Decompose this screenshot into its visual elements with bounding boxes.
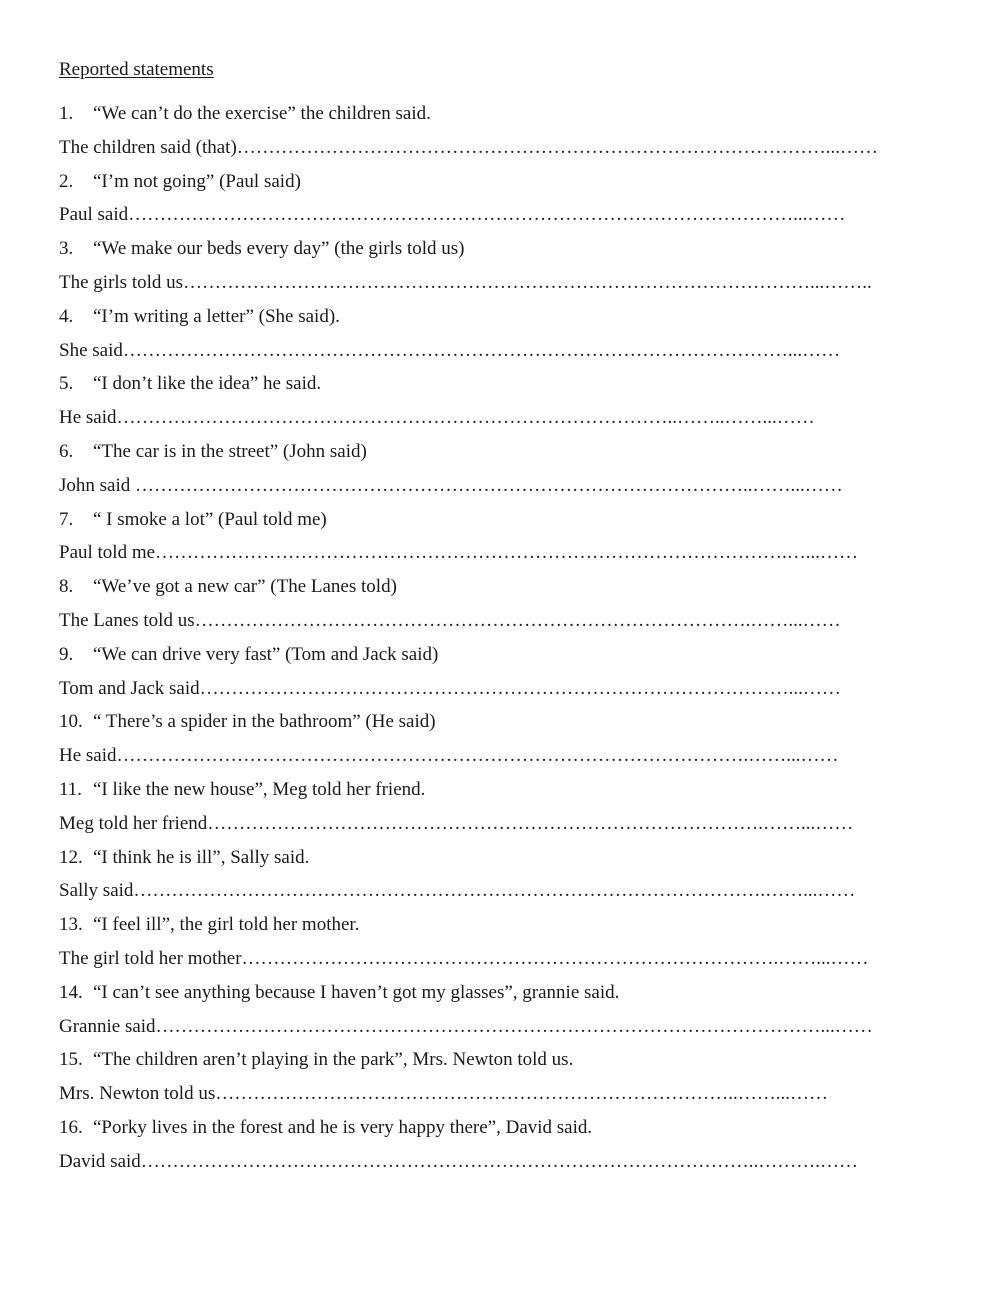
question-item bbox=[59, 372, 939, 440]
question-list bbox=[59, 102, 939, 1184]
question-line bbox=[59, 981, 939, 1015]
question-quote: “I don’t like the idea” he said. bbox=[93, 373, 322, 395]
question-item bbox=[59, 237, 939, 305]
question-line bbox=[59, 913, 939, 947]
question-item bbox=[59, 440, 939, 508]
answer-line[interactable]: The children said (that)…………………………………………………………………………………...…… bbox=[59, 136, 879, 158]
question-line bbox=[59, 440, 939, 474]
question-quote: “The children aren’t playing in the park”, Mrs. Newton told us. bbox=[93, 1049, 574, 1071]
question-number: 4. bbox=[59, 305, 74, 327]
answer-line[interactable]: The girls told us………………………………………………………………………………………...…….. bbox=[59, 271, 872, 293]
question-item bbox=[59, 102, 939, 170]
answer-line[interactable]: He said……………………………………………………………………………………….……...…… bbox=[59, 745, 839, 767]
answer-line[interactable]: The girl told her mother………………………………………………………………………….……...…… bbox=[59, 947, 869, 969]
question-item bbox=[59, 508, 939, 576]
question-item bbox=[59, 913, 939, 981]
question-number: 12. bbox=[59, 846, 83, 868]
question-line bbox=[59, 1116, 939, 1150]
question-item bbox=[59, 170, 939, 238]
question-line bbox=[59, 710, 939, 744]
question-number: 15. bbox=[59, 1049, 83, 1071]
question-number: 13. bbox=[59, 914, 83, 936]
question-number: 5. bbox=[59, 373, 74, 395]
worksheet-title: Reported statements bbox=[59, 59, 214, 80]
question-number: 10. bbox=[59, 711, 83, 733]
answer-line[interactable]: Mrs. Newton told us………………………………………………………………………..……...…… bbox=[59, 1083, 828, 1105]
question-line bbox=[59, 237, 939, 271]
answer-line[interactable]: Sally said……………………………………………………………………………………….……...…… bbox=[59, 880, 856, 902]
question-number: 9. bbox=[59, 643, 74, 665]
question-item bbox=[59, 778, 939, 846]
question-number: 2. bbox=[59, 170, 74, 192]
question-quote: “We can drive very fast” (Tom and Jack said) bbox=[93, 643, 439, 665]
question-item bbox=[59, 846, 939, 914]
question-quote: “The car is in the street” (John said) bbox=[93, 440, 367, 462]
question-item bbox=[59, 1048, 939, 1116]
question-quote: “I’m writing a letter” (She said). bbox=[93, 305, 340, 327]
question-quote: “ I smoke a lot” (Paul told me) bbox=[93, 508, 327, 530]
question-line bbox=[59, 508, 939, 542]
question-item bbox=[59, 305, 939, 373]
question-line bbox=[59, 102, 939, 136]
question-line bbox=[59, 170, 939, 204]
question-item bbox=[59, 710, 939, 778]
question-quote: “We’ve got a new car” (The Lanes told) bbox=[93, 576, 397, 598]
question-number: 11. bbox=[59, 778, 83, 800]
question-line bbox=[59, 575, 939, 609]
question-line bbox=[59, 305, 939, 339]
question-number: 14. bbox=[59, 981, 83, 1003]
question-quote: “I like the new house”, Meg told her friend. bbox=[93, 778, 426, 800]
question-number: 3. bbox=[59, 238, 74, 260]
answer-line[interactable]: The Lanes told us…………………………………………………………………………….……...…… bbox=[59, 609, 841, 631]
question-quote: “ There’s a spider in the bathroom” (He said) bbox=[93, 711, 436, 733]
question-quote: “I’m not going” (Paul said) bbox=[93, 170, 301, 192]
answer-line[interactable]: David said……………………………………………………………………………………..……….…… bbox=[59, 1150, 859, 1172]
question-line bbox=[59, 372, 939, 406]
question-line bbox=[59, 643, 939, 677]
question-item bbox=[59, 981, 939, 1049]
answer-line[interactable]: Paul said……………………………………………………………………………………………...…… bbox=[59, 204, 846, 226]
question-number: 16. bbox=[59, 1116, 83, 1138]
question-line bbox=[59, 846, 939, 880]
question-number: 8. bbox=[59, 576, 74, 598]
question-item bbox=[59, 1116, 939, 1184]
question-number: 1. bbox=[59, 103, 74, 124]
question-quote: “I can’t see anything because I haven’t got my glasses”, grannie said. bbox=[93, 981, 620, 1003]
answer-line[interactable]: Tom and Jack said…………………………………………………………………………………...…… bbox=[59, 677, 841, 699]
question-line bbox=[59, 1048, 939, 1082]
question-quote: “We can’t do the exercise” the children said. bbox=[93, 103, 431, 124]
question-item bbox=[59, 575, 939, 643]
answer-line[interactable]: John said ……………………………………………………………………………………..……...…… bbox=[59, 474, 843, 496]
question-line bbox=[59, 778, 939, 812]
answer-line[interactable]: She said……………………………………………………………………………………………...…… bbox=[59, 339, 841, 361]
question-number: 7. bbox=[59, 508, 74, 530]
question-quote: “Porky lives in the forest and he is very happy there”, David said. bbox=[93, 1116, 593, 1138]
question-quote: “I feel ill”, the girl told her mother. bbox=[93, 914, 360, 936]
answer-line[interactable]: Meg told her friend…………………………………………………………………………….……...…… bbox=[59, 812, 854, 834]
question-quote: “We make our beds every day” (the girls told us) bbox=[93, 238, 465, 260]
answer-line[interactable]: He said……………………………………………………………………………..……..……...…… bbox=[59, 407, 815, 429]
question-number: 6. bbox=[59, 440, 74, 462]
answer-line[interactable]: Grannie said……………………………………………………………………………………………...…… bbox=[59, 1015, 873, 1037]
question-item bbox=[59, 643, 939, 711]
question-quote: “I think he is ill”, Sally said. bbox=[93, 846, 310, 868]
answer-line[interactable]: Paul told me……………………………………………………………………………………….…...…… bbox=[59, 542, 859, 564]
